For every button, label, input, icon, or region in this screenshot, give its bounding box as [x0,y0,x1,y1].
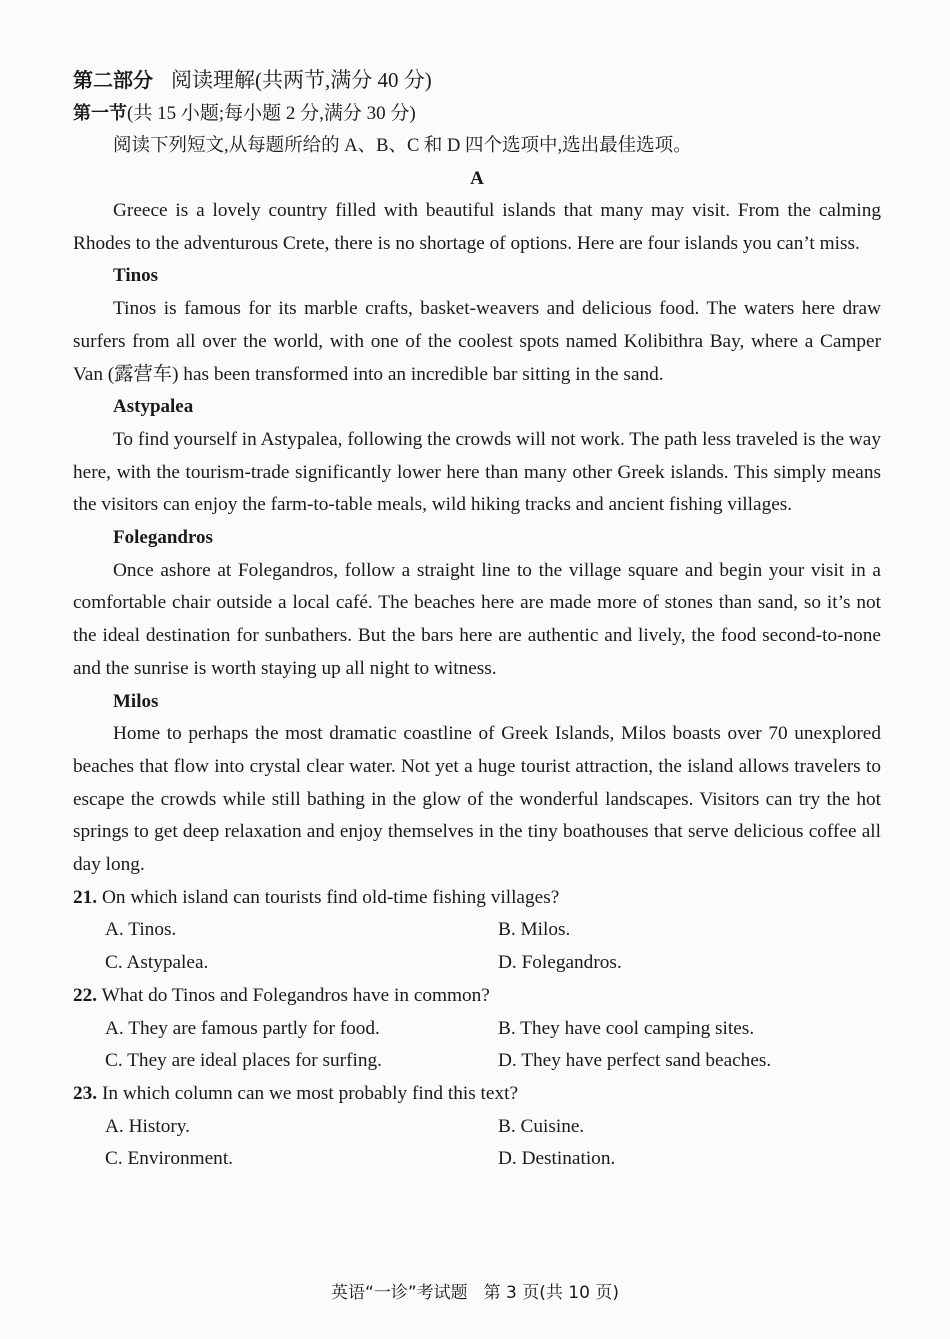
option-c: C. They are ideal places for surfing. [105,1050,382,1072]
option-a: A. History. [105,1115,190,1137]
section-title-astypalea: Astypalea [113,396,194,418]
question-22 [73,980,881,1078]
option-b: B. Milos. [498,919,571,941]
section-title-tinos: Tinos [113,265,159,287]
section-text-folegandros: Once ashore at Folegandros, follow a straight line to the village square and begin your visit in a comfortable chair outside a local café. The beaches here are made more of stones than sand, so it’s not the ideal destination for sunbathers. But the bars here are authentic and lively, the food second-to-none and the sunrise is worth staying up all night to witness. [73,559,881,679]
section-text-milos: Home to perhaps the most dramatic coastline of Greek Islands, Milos boasts over 70 unexplored beaches that flow into crystal clear water. Not yet a huge tourist attraction, the island allows travelers to escape the crowds while still bathing in the glow of the wonderful landscapes. Visitors can try the hot springs to get deep relaxation and enjoy themselves in the tiny boathouses that serve delicious coffee all day long. [73,723,881,876]
section-title-milos: Milos [113,690,159,712]
passage-label: A [470,168,484,189]
section-heading [73,97,881,130]
passage-intro: Greece is a lovely country filled with beautiful islands that many may visit. From the calming Rhodes to the adventurous Crete, there is no shortage of options. Here are four islands you can’t miss. [73,200,881,254]
question-21 [73,882,881,980]
section-text-astypalea: To find yourself in Astypalea, following the crowds will not work. The path less traveled is the way here, with the tourism-trade significantly lower here than many other Greek islands. This simply means the visitors can enjoy the farm-to-table meals, wild hiking tracks and ancient fishing villages. [73,428,881,516]
option-a: A. They are famous partly for food. [105,1017,380,1039]
footer-page-number: 第 3 页(共 10 页) [483,1283,619,1303]
question-number: 23. [73,1082,98,1104]
question-text: In which column can we most probably find this text? [101,1082,519,1104]
option-a: A. Tinos. [105,919,177,941]
option-b: B. They have cool camping sites. [498,1017,755,1039]
section-title: 第一节 [73,103,127,124]
question-text: What do Tinos and Folegandros have in common? [101,984,490,1006]
option-d: D. Destination. [498,1148,616,1170]
option-c: C. Astypalea. [105,952,209,974]
option-b: B. Cuisine. [498,1115,585,1137]
part-subtitle: 阅读理解(共两节,满分 40 分) [171,68,432,92]
footer-exam-title: 英语“一诊”考试题 [331,1283,468,1303]
option-d: D. Folegandros. [498,952,622,974]
option-c: C. Environment. [105,1148,233,1170]
option-d: D. They have perfect sand beaches. [498,1050,772,1072]
part-title: 第二部分 [73,68,153,92]
instruction: 阅读下列短文,从每题所给的 A、B、C 和 D 四个选项中,选出最佳选项。 [113,136,692,156]
exam-page [73,64,881,1176]
question-number: 21. [73,886,98,908]
section-info: (共 15 小题;每小题 2 分,满分 30 分) [127,103,416,124]
page-footer [0,1278,950,1303]
section-text-tinos: Tinos is famous for its marble crafts, basket-weavers and delicious food. The waters here draw surfers from all over the world, with one of the coolest spots named Kolibithra Bay, where a Camper Van (露营车) has been transformed into an incredible bar sitting in the sand. [73,298,881,385]
question-number: 22. [73,984,98,1006]
question-text: On which island can tourists find old-time fishing villages? [101,886,560,908]
section-title-folegandros: Folegandros [113,527,213,549]
question-23 [73,1078,881,1176]
part-heading [73,64,881,97]
